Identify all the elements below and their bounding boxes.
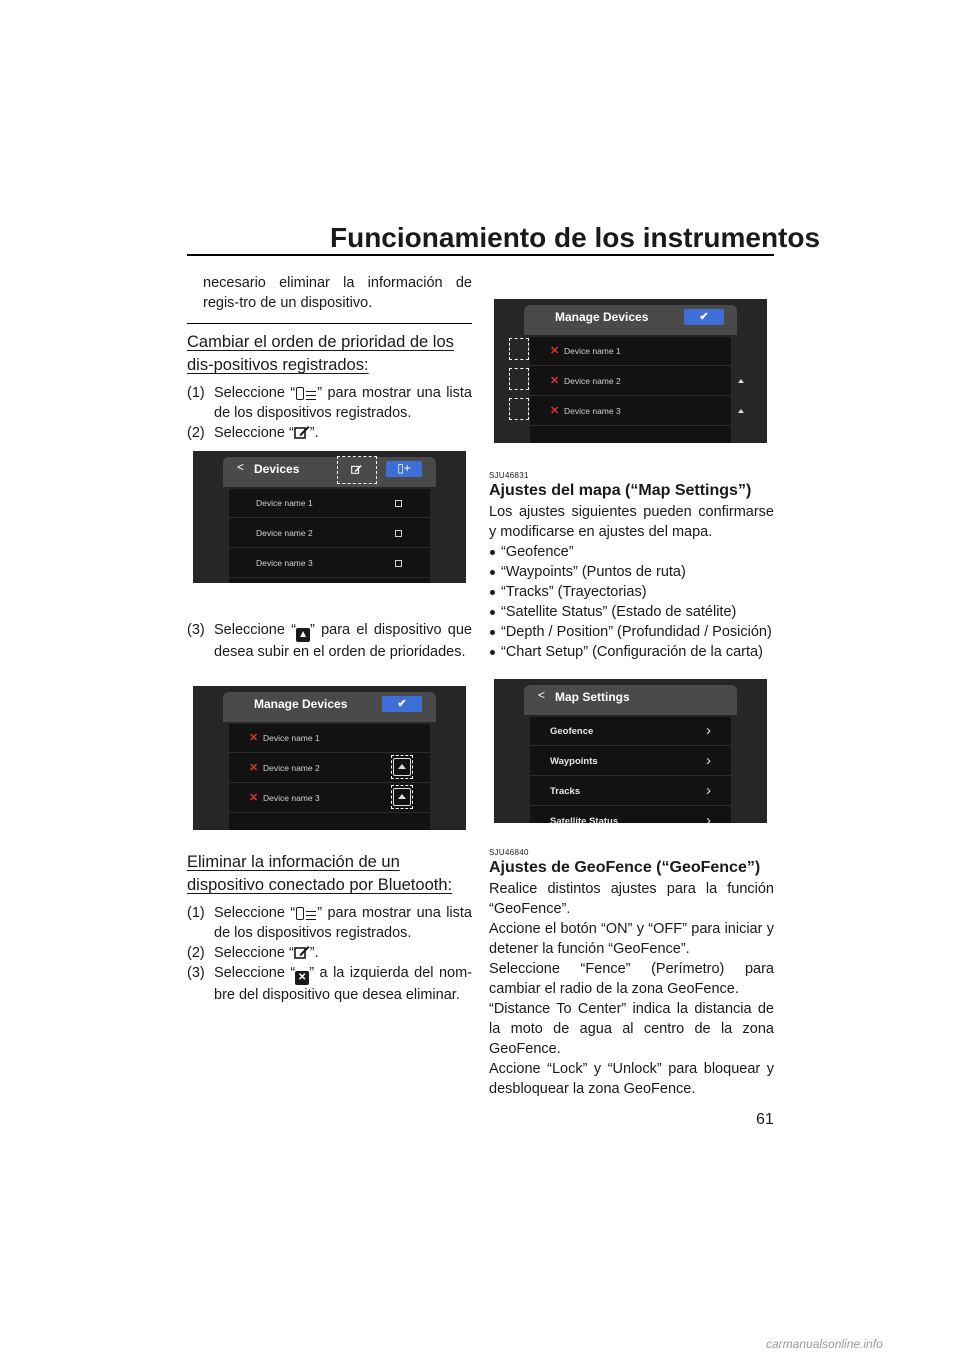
- chevron-right-icon: ›: [706, 722, 711, 739]
- edit-icon: [294, 425, 310, 440]
- edit-icon: [294, 945, 310, 960]
- edit-icon[interactable]: [351, 464, 362, 475]
- step-2: [187, 943, 472, 963]
- chevron-right-icon: ›: [706, 752, 711, 769]
- right-column-geofence: [489, 848, 774, 1099]
- right-column-map: [489, 471, 774, 662]
- section-rule: [187, 323, 472, 324]
- menu-item-label: Waypoints: [550, 756, 598, 767]
- delete-highlight: [509, 338, 529, 360]
- step-text: Seleccione “ ”.: [214, 945, 319, 961]
- phone-icon: [296, 907, 304, 920]
- checkbox-icon[interactable]: [395, 530, 402, 537]
- manage-devices-delete-screen: [494, 299, 767, 443]
- step-text: Seleccione “ ✕ ” a la izquierda del nom-bre del dispositivo que desea eliminar.: [214, 965, 472, 1003]
- section-title-geofence: Ajustes de GeoFence (“GeoFence”): [489, 859, 761, 876]
- step-number: (3): [187, 622, 205, 638]
- delete-icon[interactable]: ✕: [550, 375, 560, 387]
- delete-icon[interactable]: ✕: [550, 345, 560, 357]
- geofence-paragraph: Accione el botón “ON” y “OFF” para iniciar y detener la función “GeoFence”.: [489, 921, 774, 957]
- geofence-paragraph: Realice distintos ajustes para la función “GeoFence”.: [489, 881, 774, 917]
- confirm-button[interactable]: ✔: [684, 309, 724, 325]
- up-arrow-icon[interactable]: [738, 379, 744, 383]
- step-1: [187, 903, 472, 943]
- menu-item-label: Tracks: [550, 786, 581, 797]
- device-name: Device name 3: [256, 558, 313, 568]
- delete-highlight: [509, 368, 529, 390]
- menu-item-label: Geofence: [550, 726, 594, 737]
- list-item: [530, 367, 731, 396]
- geofence-paragraph: “Distance To Center” indica la distancia de la moto de agua al centro de la zona GeoFence.: [489, 1001, 774, 1057]
- geofence-paragraph: Seleccione “Fence” (Perímetro) para cambiar el radio de la zona GeoFence.: [489, 961, 774, 997]
- list-item: [229, 549, 430, 578]
- step-3: [187, 963, 472, 1005]
- step-number: (3): [187, 965, 205, 981]
- screen-title: Map Settings: [555, 690, 630, 704]
- section-title-map: Ajustes del mapa (“Map Settings”): [489, 482, 752, 499]
- list-item: [229, 724, 430, 753]
- device-name: Device name 2: [256, 528, 313, 538]
- step-2: [187, 423, 472, 443]
- step-text: Seleccione “ ” para mostrar una lista de los dispositivos registrados.: [214, 385, 472, 421]
- section-title-priority: Cambiar el orden de prioridad de los dis-positivos registrados:: [187, 333, 454, 374]
- chevron-right-icon: ›: [706, 782, 711, 799]
- device-name: Device name 3: [263, 793, 320, 803]
- list-item: [530, 337, 731, 366]
- phone-icon: [296, 387, 304, 400]
- step-number: (2): [187, 425, 205, 441]
- device-name: Device name 1: [256, 498, 313, 508]
- add-device-button[interactable]: ▯+: [386, 461, 422, 477]
- delete-icon[interactable]: ✕: [249, 732, 259, 744]
- list-item: [229, 489, 430, 518]
- move-up-button[interactable]: [393, 788, 411, 806]
- chevron-right-icon: ›: [706, 812, 711, 823]
- page-number: 61: [756, 1111, 774, 1128]
- left-column-bottom: [187, 851, 472, 1005]
- list-item: “Satellite Status” (Estado de satélite): [489, 602, 774, 622]
- list-item: [229, 519, 430, 548]
- menu-item-tracks[interactable]: [530, 777, 731, 806]
- menu-item-label: Satellite Status: [550, 816, 619, 823]
- section-title-delete: Eliminar la información de un dispositivo conectado por Bluetooth:: [187, 853, 453, 894]
- list-item: “Waypoints” (Puntos de ruta): [489, 562, 774, 582]
- delete-icon: ✕: [295, 971, 309, 985]
- device-name: Device name 3: [564, 406, 621, 416]
- back-chevron-icon[interactable]: <: [237, 460, 245, 474]
- map-settings-screen: [494, 679, 767, 823]
- device-name: Device name 1: [263, 733, 320, 743]
- delete-highlight: [509, 398, 529, 420]
- menu-item-geofence[interactable]: [530, 717, 731, 746]
- device-name: Device name 1: [564, 346, 621, 356]
- manage-devices-priority-screen: [193, 686, 466, 830]
- delete-icon[interactable]: ✕: [249, 792, 259, 804]
- device-name: Device name 2: [564, 376, 621, 386]
- screen-title: Manage Devices: [555, 310, 649, 324]
- up-arrow-icon: ▲: [296, 628, 310, 642]
- back-chevron-icon[interactable]: <: [538, 688, 546, 702]
- menu-item-satellite-status[interactable]: [530, 807, 731, 823]
- geofence-paragraph: Accione “Lock” y “Unlock” para bloquear y desbloquear la zona GeoFence.: [489, 1061, 774, 1097]
- screen-title: Devices: [254, 462, 300, 476]
- section-code: SJU46840: [489, 848, 529, 857]
- delete-icon[interactable]: ✕: [249, 762, 259, 774]
- list-item: “Geofence”: [489, 542, 774, 562]
- map-intro: Los ajustes siguientes pueden confirmarse y modificarse en ajustes del mapa.: [489, 504, 774, 540]
- step-1: [187, 383, 472, 423]
- list-item: “Chart Setup” (Configuración de la carta): [489, 642, 774, 662]
- left-column-top: [187, 273, 472, 443]
- watermark: carmanualsonline.info: [766, 1337, 883, 1351]
- page-header-title: Funcionamiento de los instrumentos: [330, 222, 821, 253]
- list-item: “Depth / Position” (Profundidad / Posición): [489, 622, 774, 642]
- checkbox-icon[interactable]: [395, 500, 402, 507]
- step-3: [187, 620, 472, 662]
- list-item: [530, 397, 731, 426]
- step-number: (1): [187, 905, 205, 921]
- list-icon: [306, 911, 316, 920]
- list-icon: [306, 391, 316, 400]
- step-number: (2): [187, 945, 205, 961]
- step-text: Seleccione “ ”.: [214, 425, 319, 441]
- delete-icon[interactable]: ✕: [550, 405, 560, 417]
- left-column-step3: [187, 620, 472, 662]
- screen-title: Manage Devices: [254, 697, 348, 711]
- intro-paragraph: necesario eliminar la información de regis-tro de un dispositivo.: [203, 275, 472, 311]
- header-rule: [187, 254, 774, 256]
- list-item: “Tracks” (Trayectorias): [489, 582, 774, 602]
- step-text: Seleccione “ ▲ ” para el dispositivo que desea subir en el orden de prioridades.: [214, 622, 472, 660]
- section-code: SJU46831: [489, 471, 529, 480]
- checkbox-icon[interactable]: [395, 560, 402, 567]
- up-arrow-icon[interactable]: [738, 409, 744, 413]
- devices-screen: [193, 451, 466, 583]
- menu-item-waypoints[interactable]: [530, 747, 731, 776]
- confirm-button[interactable]: ✔: [382, 696, 422, 712]
- device-name: Device name 2: [263, 763, 320, 773]
- step-number: (1): [187, 385, 205, 401]
- move-up-button[interactable]: [393, 758, 411, 776]
- map-settings-list: [489, 542, 774, 662]
- step-text: Seleccione “ ” para mostrar una lista de los dispositivos registrados.: [214, 905, 472, 941]
